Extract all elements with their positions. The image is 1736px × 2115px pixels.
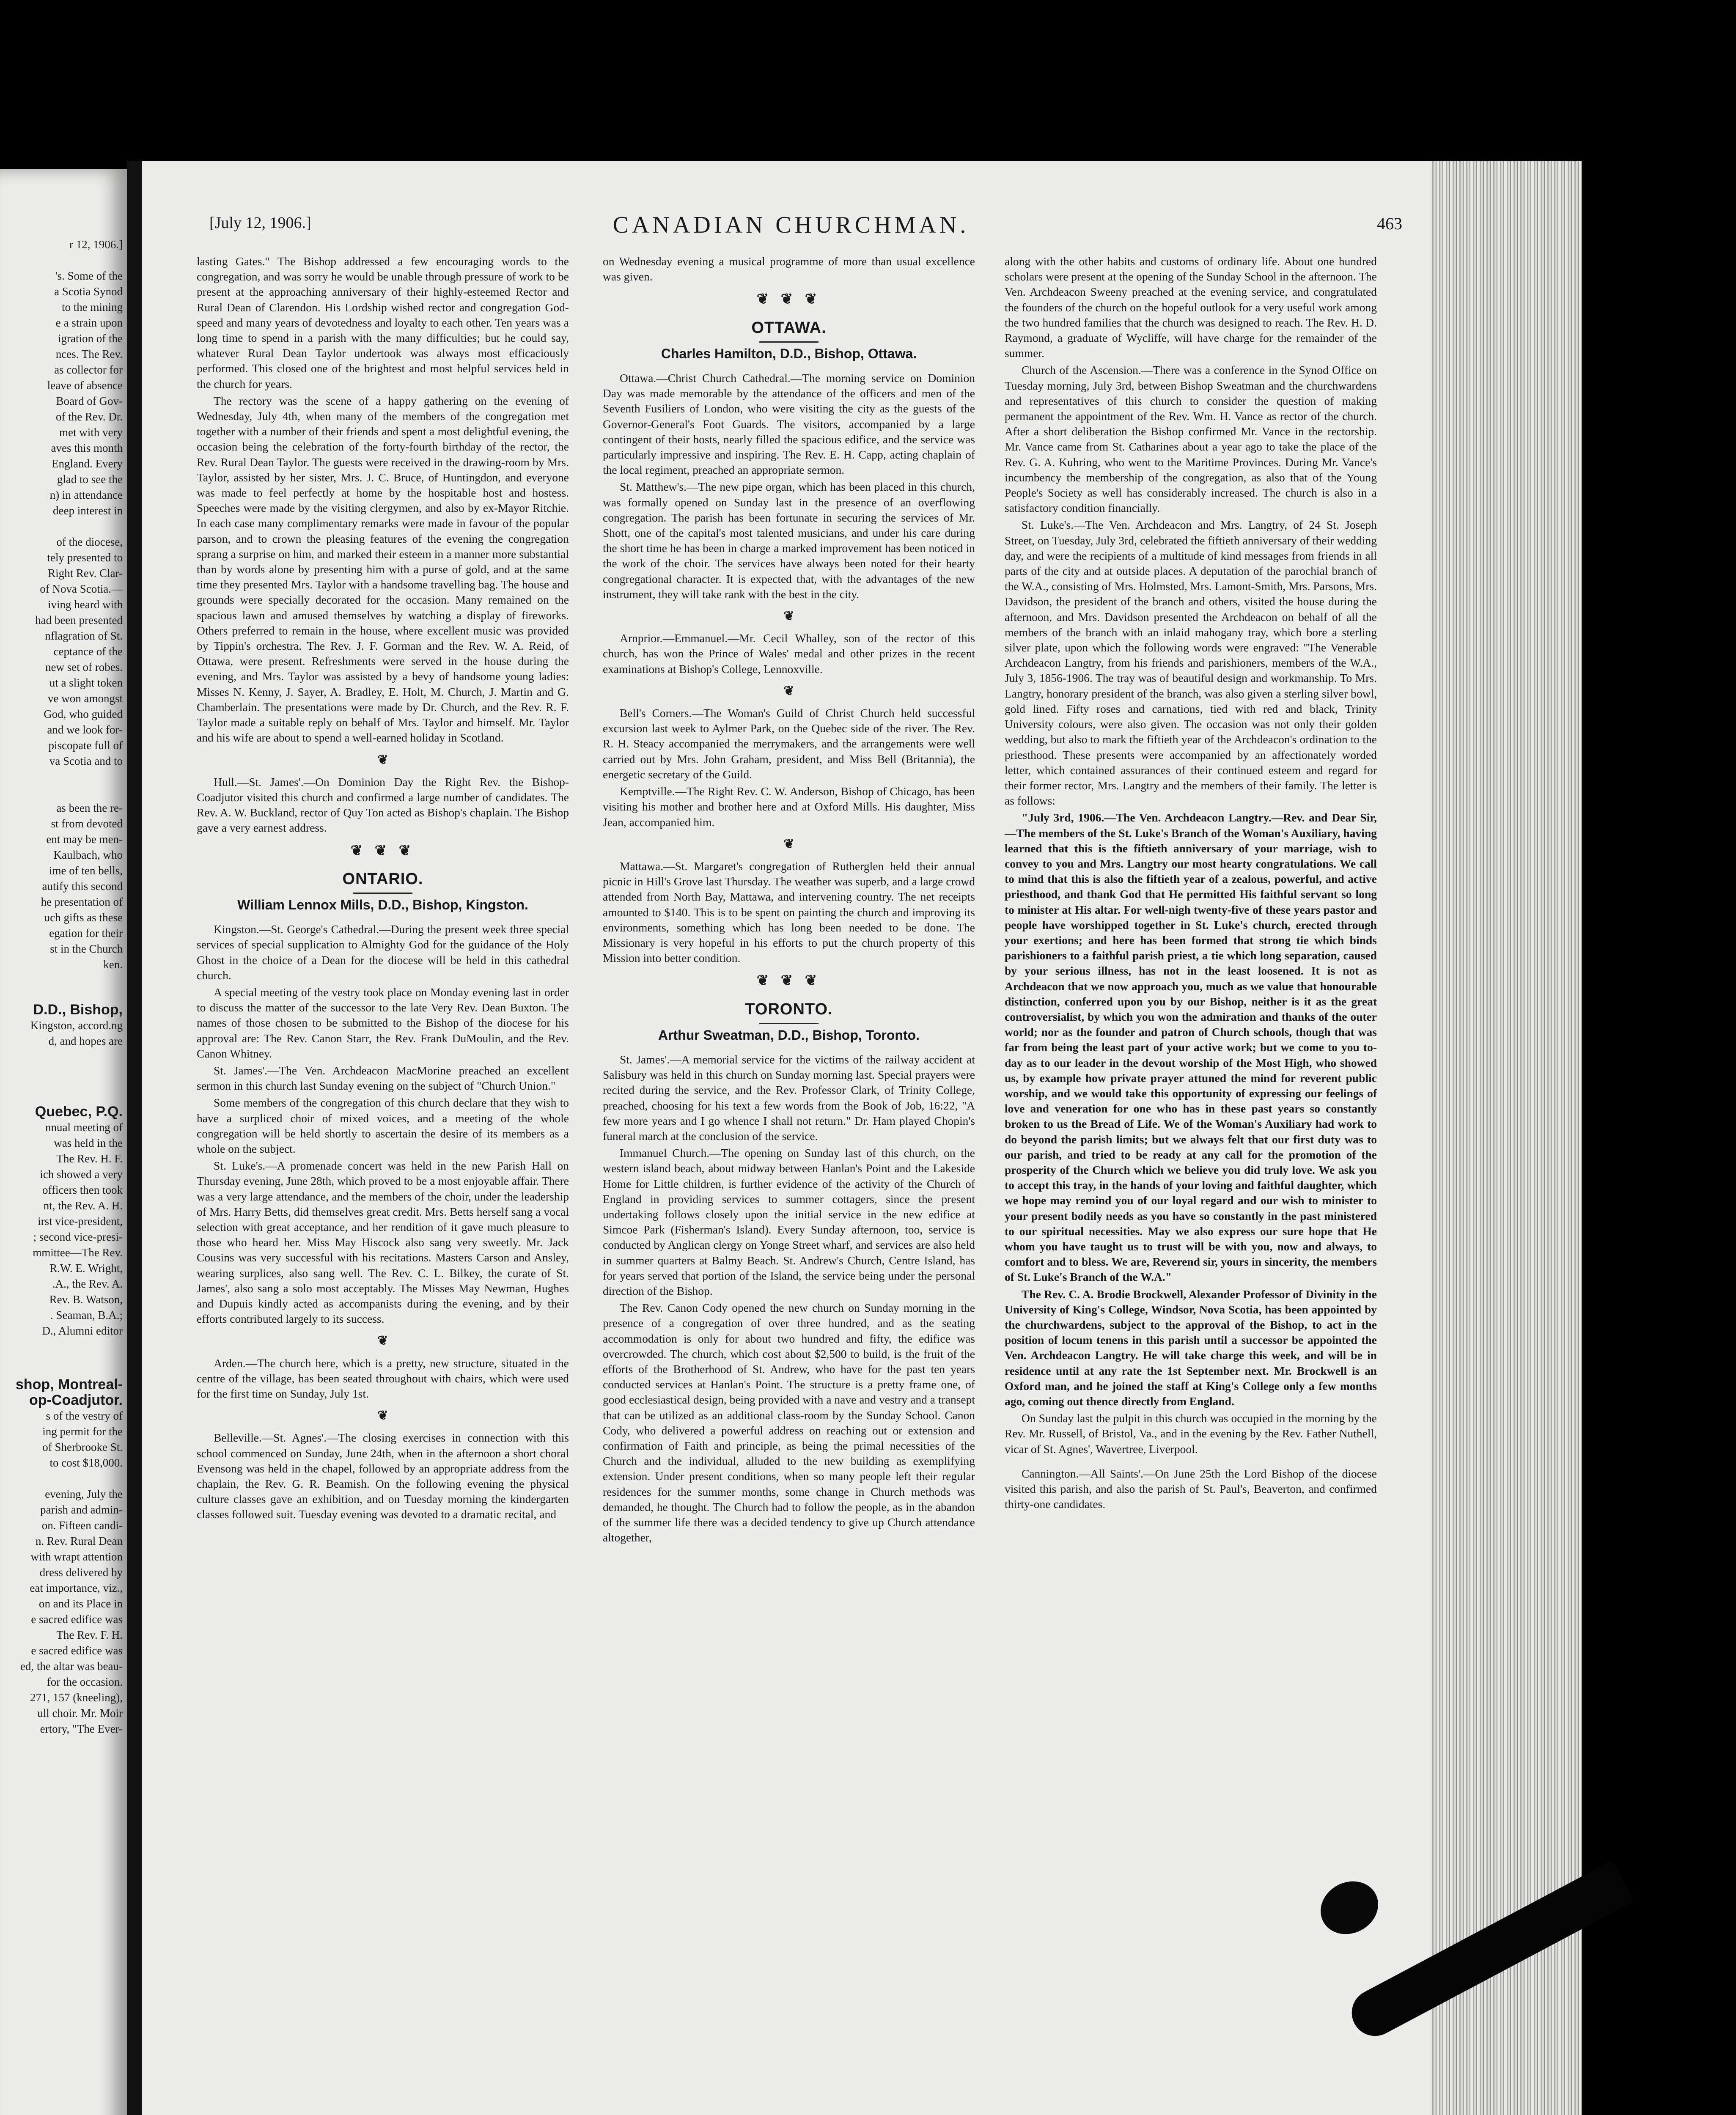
bishop-heading: Charles Hamilton, D.D., Bishop, Ottawa. <box>661 346 917 361</box>
left-page-line: ve won amongst <box>48 692 123 705</box>
left-page-line: ut a slight token <box>49 676 123 689</box>
left-page-line: The Rev. H. F. <box>56 1152 123 1165</box>
left-page-line <box>0 253 123 268</box>
left-page-line: ken. <box>103 958 123 971</box>
left-page-line: new set of robes. <box>45 661 123 673</box>
letter-paragraph: "July 3rd, 1906.—The Ven. Archdeacon Langtry.—Rev. and Dear Sir,—The members of the St. Luke's Branch of the Woman's Auxiliary, having learned that this is the fiftieth anniversary of your marriage, wish to convey to you and Mrs. Langtry our most hearty congratulations. We call to mind that this is also the fiftieth year of a zealous, powerful, and active priesthood, and thank God that He permitted His faithful servant so long to minister at His altar. For well-nigh twenty-five of these years pastor and people have worshipped together in St. Luke's church, erected through your exertions; and here has been formed that strong tie which binds parishioners to a faithful parish priest, a tie which long separation, caused by your serious illness, has not in the least loosened. It is not as Archdeacon that we now approach you, much as we value that honourable distinction, conferred upon you by our Bishop, neither is it as the great controversialist, by which you won the admiration and thanks of the outer world; nor as the founder and patron of Church schools, though that was far from being the least part of your active work; but we come to you to-day as to our leader in the devout worship of the Most High, who showed us, by example how private prayer attuned the mind for reverent public worship, and we would take this opportunity of expressing our feelings of love and veneration for one who has in these past years so constantly broken to us the Bread of Life. We of the Woman's Auxiliary had work to do beyond the parish limits; but we always felt that our first duty was to our parish, and tried to be ready at any call for the promotion of the prosperity of the Church which we believe you did truly love. We ask you to accept this tray, in the hands of your loving and faithful daughter, which we hope may remind you of our loyal regard and our wish to minister to your present bodily needs as you have so constantly in the past ministered to our spiritual necessities. May we also express our sure hope that He whom you have taught us to trust will be with you, now and always, to comfort and to bless. We are, Reverend sir, yours in sincerity, the members of St. Luke's Branch of the W.A." <box>1005 811 1377 1284</box>
column-3 <box>1005 254 1377 1513</box>
left-page-line: evening, July the <box>45 1488 123 1500</box>
left-page-line: eat importance, viz., <box>30 1582 123 1594</box>
left-page-line: D., Alumni editor <box>42 1324 123 1337</box>
left-page-line: as been the re- <box>56 802 123 814</box>
left-page-line: ing permit for the <box>42 1425 123 1438</box>
fleuron-ornament: ❦ <box>783 684 794 698</box>
left-page-text <box>0 237 123 1737</box>
article-paragraph: along with the other habits and customs of ordinary life. About one hundred scholars were present at the opening of the Sunday School in the afternoon. The Ven. Archdeacon Sweeny preached at the evening service, and congratulated the founders of the church on the hopeful outlook for a very useful work among the two hundred families that the church was designed to reach. The Rev. H. D. Raymond, a graduate of Wycliffe, will have charge for the remainder of the summer. <box>1005 255 1377 360</box>
left-page-line: leave of absence <box>47 379 123 392</box>
left-page-line: as collector for <box>54 363 123 376</box>
article-paragraph: The rectory was the scene of a happy gathering on the evening of Wednesday, July 4th, when many of the members of the congregation met together with a number of their friends and spent a most delightful evening, the occasion being the celebration of the forty-fourth birthday of the rector, the Rev. Rural Dean Taylor. The guests were received in the drawing-room by Mrs. Taylor, assisted by her sister, Mrs. J. C. Bruce, of Huntingdon, and everyone was made to feel perfectly at home by the hospitable host and hostess. Speeches were made by the visiting clergymen, and also by ex-Mayor Ritchie. In each case many complimentary remarks were made in favour of the popular parson, and to crown the pleasing features of the evening the congregation sprang a surprise on him, and marked their esteem in a manner more substantial than by words alone by presenting him with a purse of gold, and at the same time they presented Mrs. Taylor with a handsome travelling bag. The house and grounds were specially decorated for the occasion. Many remained on the spacious lawn and amused themselves by watching a display of fireworks. Others preferred to remain in the house, where excellent music was provided by Tippin's orchestra. The Rev. J. F. Gorman and the Rev. W. A. Reid, of Ottawa, were present. Refreshments were served in the house during the evening, and Mrs. Taylor was assisted by a bevy of handsome young ladies: Misses N. Kenny, J. Sayer, A. Bradley, E. Holt, M. Church, J. Martin and G. Chamberlain. The presentations were made by Dr. Church, and the Rev. R. F. Taylor made a suitable reply on behalf of Mrs. Taylor and himself. Mr. Taylor and his wife are about to spend a well-earned holiday in Scotland. <box>197 394 569 744</box>
section-ornament: ❦ ❦ ❦ <box>756 973 821 989</box>
left-page-line: tely presented to <box>47 551 123 564</box>
article-paragraph: lasting Gates." The Bishop addressed a few encouraging words to the congregation, and was sorry he would be unable through pressure of work to be present at the approaching anniversary of their highly-esteemed Rector and Rural Dean of Clarendon. His Lordship wished rector and congregation God-speed and many years of devotedness and loyalty to each other. Ten years was a long time to spend in a parish with the many difficulties; but he could say, whatever Rural Dean Taylor undertook was always most efficaciously performed. This closed one of the brightest and most helpful services held in the church for years. <box>197 255 569 390</box>
left-page-line: Board of Gov- <box>56 395 123 407</box>
left-page-heading: shop, Montreal- <box>15 1376 123 1393</box>
left-page-heading: D.D., Bishop, <box>33 1002 123 1018</box>
left-page-line: aves this month <box>51 442 123 454</box>
left-page-lines-c <box>0 1120 123 1339</box>
left-page-line: met with very <box>59 426 123 439</box>
article-paragraph: Arnprior.—Emmanuel.—Mr. Cecil Whalley, son of the rector of this church, has won the Prince of Wales' medal and other prizes in the recent examinations at Bishop's College, Lennoxville. <box>603 632 975 676</box>
left-page-line: of Nova Scotia.— <box>40 582 123 595</box>
left-page-line: to the mining <box>62 301 123 313</box>
left-page-line: 's. Some of the <box>55 269 123 282</box>
left-page-line: ent may be men- <box>46 833 123 846</box>
section-heading-ottawa: OTTAWA. <box>751 319 827 337</box>
left-page-line: nnual meeting of <box>45 1121 123 1134</box>
fleuron-ornament: ❦ <box>377 1409 388 1423</box>
left-page-line: of the diocese, <box>56 536 123 548</box>
left-page-line: nflagration of St. <box>45 629 123 642</box>
article-paragraph: Arden.—The church here, which is a pretty, new structure, situated in the centre of the village, has been seated throughout with chairs, which were used for the first time on Sunday, July 1st. <box>197 1356 569 1401</box>
left-page-line: va Scotia and to <box>49 755 123 767</box>
article-paragraph: Bell's Corners.—The Woman's Guild of Christ Church held successful excursion last week to Aylmer Park, on the Quebec side of the river. The Rev. R. H. Steacy accompanied the merrymakers, and the arrangements were well carried out by Mrs. John Graham, president, and Miss Bell (Britannia), the energetic secretary of the Guild. <box>603 706 975 781</box>
article-paragraph: A special meeting of the vestry took place on Monday evening last in order to discuss the matter of the successor to the late Very Rev. Dean Buxton. The names of those chosen to be submitted to the Bishop of the diocese for his approval are: The Rev. Canon Starr, the Rev. Frank DuMoulin, and the Rev. Canon Whitney. <box>197 985 569 1060</box>
left-page-line: was held in the <box>54 1137 123 1149</box>
article-paragraph: St. James'.—The Ven. Archdeacon MacMorine preached an excellent sermon in this church last Sunday evening on the subject of "Church Union." <box>197 1063 569 1093</box>
left-page-line: 271, 157 (kneeling), <box>30 1691 123 1704</box>
article-paragraph: Immanuel Church.—The opening on Sunday last of this church, on the western island beach, about midway between Hanlan's Point and the Lakeside Home for Little children, is further evidence of the activity of the Church of England in providing services to summer cottagers, since the present undertaking follows closely upon the initial service in the new edifice at Simcoe Park (Fisherman's Island). Every Sunday afternoon, too, service is conducted by Anglican clergy on Yonge Street wharf, and services are also held in summer quarters at Balmy Beach. St. Andrew's Church, Centre Island, has for years served that portion of the Island, the service being under the personal direction of the Bishop. <box>603 1146 975 1297</box>
left-page-line: irst vice-president, <box>38 1215 123 1228</box>
heading-rule <box>353 893 412 894</box>
left-page-line: st from devoted <box>51 817 123 830</box>
left-page-line: ceptance of the <box>53 645 123 658</box>
left-page-fragment <box>0 169 127 2115</box>
left-page-line: he presentation of <box>41 895 123 908</box>
left-page-line: igration of the <box>58 332 123 345</box>
left-page-line: on. Fifteen candi- <box>41 1519 123 1532</box>
left-page-line: England. Every <box>52 457 123 470</box>
left-page-line: a Scotia Synod <box>54 285 123 298</box>
left-page-line: Kingston, accord.ng <box>30 1019 123 1032</box>
left-page-line: had been presented <box>35 614 123 626</box>
left-page-line: piscopate full of <box>48 739 123 752</box>
article-paragraph: The Rev. C. A. Brodie Brockwell, Alexander Professor of Divinity in the University of King's College, Windsor, Nova Scotia, has been appointed by the churchwardens, subject to the approval of the Bishop, to act in the position of locum tenens in this parish until a successor be appointed the Ven. Archdeacon Langtry. He will take charge this week, and will be in residence until at any rate the 1st September next. Mr. Brockwell is an Oxford man, and he joined the staff at King's College only a few months ago, coming out thence directly from England. <box>1005 1287 1377 1408</box>
article-paragraph: Belleville.—St. Agnes'.—The closing exercises in connection with this school commenced on Sunday, June 24th, when in the afternoon a short choral Evensong was held in the chapel, followed by an appropriate address from the chaplain, the Rev. G. R. Beamish. On the following evening the physical culture classes gave an exhibition, and on Tuesday morning the kindergarten classes followed suit. Tuesday evening was devoted to a dramatic recital, and <box>197 1431 569 1521</box>
fleuron-ornament: ❦ <box>377 753 388 767</box>
left-page-line: e a strain upon <box>55 316 123 329</box>
left-page-line: Kaulbach, who <box>53 849 123 861</box>
left-page-lines-b <box>0 1018 123 1049</box>
newspaper-page <box>142 161 1440 2115</box>
article-paragraph: St. Luke's.—A promenade concert was held in the new Parish Hall on Thursday evening, June 28th, which proved to be a most enjoyable affair. There was a very large attendance, and the members of the choir, under the leadership of Mrs. Harry Betts, did themselves great credit. Mrs. Betts herself sang a vocal selection with great acceptance, and her rendition of it gave much pleasure to those who heard her. Miss May Hiscock also sang very sweetly. Mr. Jack Cousins was very successful with his recitations. Masters Carson and Ansley, wearing surplices, also sang well. The Rev. C. L. Bilkey, the curate of St. James', also sang a solo most acceptably. The Misses May Newman, Hughes and Dupuis kindly acted as accompanists during the evening, and by their efforts contributed largely to its success. <box>197 1159 569 1326</box>
article-paragraph: Ottawa.—Christ Church Cathedral.—The morning service on Dominion Day was made memorable by the attendance of the officers and men of the Seventh Fusiliers of London, who were visiting the city as the guests of the Governor-General's Foot Guards. The visitors, accompanied by a large contingent of their hosts, nearly filled the spacious edifice, and the service was particularly impressive and inspiring. The Rev. E. H. Capp, acting chaplain of the local regiment, preached an appropriate sermon. <box>603 371 975 477</box>
left-page-line: parish and admin- <box>40 1503 123 1516</box>
left-page-line <box>0 519 123 534</box>
left-page-heading: Quebec, P.Q. <box>35 1104 123 1120</box>
article-paragraph: Mattawa.—St. Margaret's congregation of Rutherglen held their annual picnic in Hill's Grove last Thursday. The weather was superb, and a large crowd attended from North Bay, Mattawa, and intervening country. The net receipts amounted to $140. This is to be spent on painting the church and improving its environments, something which has long been needed to be done. The Missionary is very hopeful in his efforts to put the church property of this Mission into better condition. <box>603 859 975 965</box>
article-paragraph: St. James'.—A memorial service for the victims of the railway accident at Salisbury was held in this church on Sunday morning last. Special prayers were recited during the service, and the Rev. Professor Clark, of Trinity College, preached, choosing for his text a few words from the Book of Job, 16:22, "A few more years and I go whence I shall not return." Dr. Ham played Chopin's funeral march at the conclusion of the service. <box>603 1052 975 1143</box>
article-paragraph: Cannington.—All Saints'.—On June 25th the Lord Bishop of the diocese visited this parish, and also the parish of St. Paul's, Beaverton, and confirmed thirty-one candidates. <box>1005 1467 1377 1511</box>
heading-rule <box>759 1023 819 1024</box>
left-page-line: autify this second <box>42 880 123 893</box>
left-page-line: e sacred edifice was <box>31 1644 123 1657</box>
left-page-line: ull choir. Mr. Moir <box>37 1707 123 1719</box>
left-page-line: The Rev. F. H. <box>56 1629 123 1641</box>
left-page-line: st in the Church <box>50 942 123 955</box>
left-page-line: ime of ten bells, <box>49 864 123 877</box>
fleuron-ornament: ❦ <box>377 1334 388 1348</box>
book-page-edges <box>1430 161 1582 2115</box>
left-page-line <box>0 769 123 785</box>
left-page-line: glad to see the <box>57 473 123 486</box>
left-page-line: d, and hopes are <box>48 1035 123 1047</box>
article-paragraph: Some members of the congregation of this church declare that they wish to have a surpliced choir of mixed voices, and a meeting of the whole congregation will be held shortly to ascertain the desire of its members as a whole on the subject. <box>197 1096 569 1155</box>
article-paragraph: Kemptville.—The Right Rev. C. W. Anderson, Bishop of Chicago, has been visiting his mother and brother here and at Oxford Mills. His daughter, Miss Jean, accompanied him. <box>603 785 975 829</box>
left-page-line <box>0 1471 123 1486</box>
section-ornament: ❦ ❦ ❦ <box>756 291 821 308</box>
article-paragraph: on Wednesday evening a musical programme of more than usual excellence was given. <box>603 255 975 283</box>
left-page-line: . Seaman, B.A.; <box>50 1309 123 1321</box>
left-page-line: dress delivered by <box>39 1566 123 1579</box>
column-1 <box>197 254 569 1524</box>
article-paragraph: Kingston.—St. George's Cathedral.—During the present week three special services of special supplication to Almighty God for the guidance of the Holy Ghost in the choice of a Dean for the diocese will be held in this cathedral church. <box>197 923 569 982</box>
left-page-line: of Sherbrooke St. <box>42 1441 123 1453</box>
fleuron-ornament: ❦ <box>783 609 794 624</box>
issue-date: [July 12, 1906.] <box>209 214 311 232</box>
left-page-line <box>0 785 123 800</box>
left-page-heading: op-Coadjutor. <box>29 1392 123 1408</box>
left-page-line: uch gifts as these <box>44 911 123 924</box>
left-page-line: ertory, "The Ever- <box>40 1722 123 1735</box>
left-page-line: God, who guided <box>44 708 123 720</box>
article-paragraph: On Sunday last the pulpit in this church was occupied in the morning by the Rev. Mr. Russell, of Bristol, Va., and in the evening by the Rev. Father Nuthell, vicar of St. Agnes', Wavertree, Liverpool. <box>1005 1412 1377 1456</box>
left-page-line: for the occasion. <box>47 1676 123 1688</box>
fleuron-ornament: ❦ <box>783 837 794 851</box>
left-page-lines-a <box>0 237 123 972</box>
left-page-lines-d <box>0 1408 123 1737</box>
publication-title: CANADIAN CHURCHMAN. <box>613 212 970 238</box>
section-ornament: ❦ ❦ ❦ <box>350 843 415 859</box>
left-page-line: to cost $18,000. <box>49 1456 123 1469</box>
left-page-line: with wrapt attention <box>30 1550 123 1563</box>
left-page-line: Right Rev. Clar- <box>48 567 123 580</box>
article-paragraph: Church of the Ascension.—There was a conference in the Synod Office on Tuesday morning, July 3rd, between Bishop Sweatman and the churchwardens and representatives of this church to consider the question of making permanent the appointment of the Rev. Wm. H. Vance as rector of the church. After a short deliberation the Bishop confirmed Mr. Vance in the rectorship. Mr. Vance came from St. Catharines about a year ago to take the place of the Rev. G. A. Kuhring, who went to the Maritime Provinces. During Mr. Vance's incumbency the membership of the congregation, as also that of the Young People's Society as well has considerably increased. The church is also in a satisfactory condition financially. <box>1005 363 1377 515</box>
left-page-line: mmittee—The Rev. <box>33 1246 123 1259</box>
book-gutter <box>127 161 142 2115</box>
left-page-line: ed, the altar was beau- <box>20 1660 123 1673</box>
section-heading-ontario: ONTARIO. <box>342 870 423 888</box>
article-paragraph: St. Matthew's.—The new pipe organ, which has been placed in this church, was formally opened on Sunday last in the presence of an overflowing congregation. The parish has been fortunate in securing the services of Mr. Shott, one of the capital's most talented musicians, and under his care during the short time he has been in charge a marked improvement has been noticed in the work of the choir. The services have always been noted for their hearty congregational character. It is expected that, with the advantages of the new instrument, they will take rank with the best in the city. <box>603 480 975 601</box>
left-page-line: e sacred edifice was <box>31 1613 123 1626</box>
left-page-line: r 12, 1906.] <box>69 238 123 251</box>
column-2 <box>603 254 975 1547</box>
left-page-line: n) in attendance <box>49 489 123 501</box>
bishop-heading: Arthur Sweatman, D.D., Bishop, Toronto. <box>658 1027 920 1043</box>
left-page-line: nces. The Rev. <box>55 348 123 360</box>
page-number: 463 <box>1377 214 1402 233</box>
article-paragraph: The Rev. Canon Cody opened the new church on Sunday morning in the presence of a congregation of over three hundred, and as the seating accommodation is only for about two hundred and fifty, the edifice was overcrowded. The church, which cost about $2,500 to build, is the fruit of the efforts of the Brotherhood of St. Andrew, who have for the past ten years conducted services at Hanlan's Point. The structure is a pretty frame one, of good ecclesiastical design, being provided with a nave and vestry and a transept that can be utilized as an additional class-room by the Sunday School. Canon Cody, who delivered a powerful address on reaching out or extension and confirmation of Faith and principle, as being the primal necessities of the Church and the individual, alluded to the new building as exemplifying extension. Under present conditions, when so many people left their regular residences for the summer months, some change in Church methods was demanded, he thought. The Church had to follow the people, as in the abandon of the summer life there was a decided tendency to give up Church attendance altogether, <box>603 1301 975 1544</box>
left-page-line: officers then took <box>42 1184 123 1196</box>
left-page-line: .A., the Rev. A. <box>52 1277 123 1290</box>
section-heading-toronto: TORONTO. <box>745 1000 833 1018</box>
left-page-line: egation for their <box>49 927 123 939</box>
heading-rule <box>759 341 819 343</box>
bishop-heading: William Lennox Mills, D.D., Bishop, Kingston. <box>237 897 528 912</box>
page-header <box>142 209 1440 252</box>
left-page-line: s of the vestry of <box>46 1409 123 1422</box>
left-page-line: of the Rev. Dr. <box>56 410 123 423</box>
left-page-line: deep interest in <box>53 504 123 517</box>
left-page-line: nt, the Rev. A. H. <box>43 1199 123 1212</box>
left-page-line: and we look for- <box>47 723 123 736</box>
left-page-line: Rev. B. Watson, <box>49 1293 123 1306</box>
left-page-line: n. Rev. Rural Dean <box>36 1535 123 1547</box>
article-paragraph: St. Luke's.—The Ven. Archdeacon and Mrs. Langtry, of 24 St. Joseph Street, on Tuesday, July 3rd, celebrated the fiftieth anniversary of their wedding day, and were the recipients of a multitude of kind messages from friends in all parts of the city and at outside places. A deputation of the parochial branch of the W.A., consisting of Mrs. Holmsted, Mrs. Lamont-Smith, Mrs. Parsons, Mrs. Davidson, the president of the branch and others, visited the house during the afternoon, and Mrs. Davidson presented the Archdeacon on behalf of all the members of the branch with an inlaid mahogany tray, which bore a sterling silver plate, upon which the following words were engraved: "The Venerable Archdeacon Langtry, from his friends and parishioners, members of the W.A., July 3, 1856-1906. The tray was of beautiful design and workmanship. To Mrs. Langtry, honorary president of the branch, was also given a sterling silver bowl, gold lined. Fifty roses and carnations, tied with red and black, Trinity University colours, were also given. The occasion was not only their golden wedding, but also to mark the fiftieth year of the Archdeacon's ordination to the priesthood. These presents were accompanied by an affectionately worded letter, which contained assurances of their continued esteem and regard for their former rector, Mrs. Langtry and the members of their family. The letter is as follows: <box>1005 518 1377 808</box>
article-paragraph: Hull.—St. James'.—On Dominion Day the Right Rev. the Bishop-Coadjutor visited this church and confirmed a large number of candidates. The Rev. A. W. Buckland, rector of Quy Ton acted as Bishop's chaplain. The Bishop gave a very earnest address. <box>197 775 569 835</box>
left-page-line: ; second vice-presi- <box>33 1231 123 1243</box>
left-page-line: R.W. E. Wright, <box>49 1262 123 1274</box>
left-page-line: on and its Place in <box>39 1597 123 1610</box>
left-page-line: iving heard with <box>48 598 123 611</box>
left-page-line: ich showed a very <box>40 1168 123 1181</box>
